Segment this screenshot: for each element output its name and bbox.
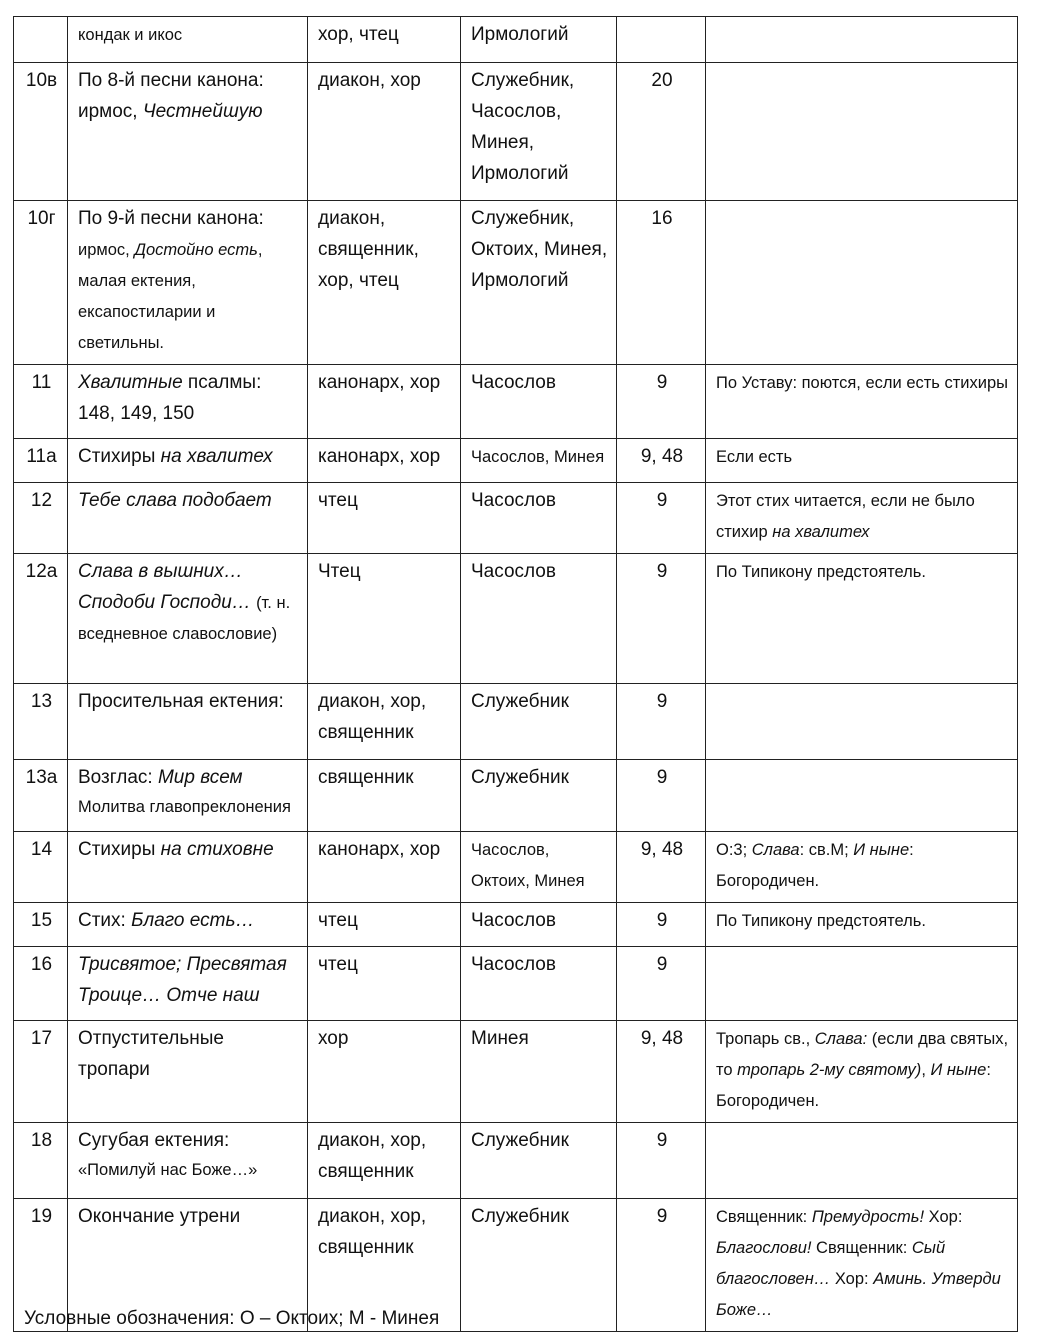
table-row bbox=[14, 17, 1018, 63]
note-cell bbox=[706, 684, 1018, 760]
row-number-cell: 13а bbox=[14, 760, 68, 832]
performers-cell: чтец bbox=[308, 483, 461, 554]
note-cell bbox=[706, 760, 1018, 832]
note-cell: Тропарь св., Слава: (если два святых, то тропарь 2-му святому), И ныне: Богородичен. bbox=[706, 1021, 1018, 1123]
performers-cell: диакон, хор, священник bbox=[308, 1123, 461, 1199]
service-part-cell: Хвалитные псалмы: 148, 149, 150 bbox=[68, 365, 308, 439]
page-ref-cell: 9 bbox=[617, 760, 706, 832]
book-cell: Минея bbox=[461, 1021, 617, 1123]
legend: Условные обозначения: О – Октоих; М - Минея bbox=[24, 1308, 440, 1329]
note-cell bbox=[706, 1123, 1018, 1199]
row-number-cell: 16 bbox=[14, 947, 68, 1021]
service-part-cell: Слава в вышних… Сподоби Господи… (т. н. вседневное славословие) bbox=[68, 554, 308, 684]
service-part-cell: По 8-й песни канона: ирмос, Честнейшую bbox=[68, 63, 308, 201]
note-cell bbox=[706, 17, 1018, 63]
row-number-cell: 15 bbox=[14, 903, 68, 947]
row-number-cell: 17 bbox=[14, 1021, 68, 1123]
service-part-cell: Возглас: Мир всем Молитва главопреклонения bbox=[68, 760, 308, 832]
book-cell: Служебник, Октоих, Минея, Ирмологий bbox=[461, 201, 617, 365]
page-ref-cell bbox=[617, 17, 706, 63]
row-number-cell: 13 bbox=[14, 684, 68, 760]
book-cell: Служебник bbox=[461, 1123, 617, 1199]
performers-cell: Чтец bbox=[308, 554, 461, 684]
book-cell: Часослов bbox=[461, 365, 617, 439]
performers-cell: чтец bbox=[308, 947, 461, 1021]
page-ref-cell: 20 bbox=[617, 63, 706, 201]
note-cell: По Типикону предстоятель. bbox=[706, 554, 1018, 684]
note-cell: О:3; Слава: св.М; И ныне: Богородичен. bbox=[706, 832, 1018, 903]
row-number-cell: 18 bbox=[14, 1123, 68, 1199]
page-ref-cell: 9 bbox=[617, 903, 706, 947]
table-row bbox=[14, 439, 1018, 483]
row-number-cell: 11 bbox=[14, 365, 68, 439]
service-part-cell: Стих: Благо есть… bbox=[68, 903, 308, 947]
service-part-cell: Окончание утрени bbox=[68, 1199, 308, 1332]
performers-cell: диакон, хор bbox=[308, 63, 461, 201]
table-row bbox=[14, 201, 1018, 365]
note-cell: Этот стих читается, если не было стихир на хвалитех bbox=[706, 483, 1018, 554]
note-cell: Священник: Премудрость! Хор: Благослови! Священник: Сый благословен… Хор: Аминь. Утверди Боже… bbox=[706, 1199, 1018, 1332]
book-cell: Часослов bbox=[461, 554, 617, 684]
performers-cell: канонарх, хор bbox=[308, 439, 461, 483]
performers-cell: канонарх, хор bbox=[308, 365, 461, 439]
row-number-cell bbox=[14, 17, 68, 63]
book-cell: Часослов bbox=[461, 483, 617, 554]
book-cell: Служебник bbox=[461, 1199, 617, 1332]
page-ref-cell: 9 bbox=[617, 947, 706, 1021]
performers-cell: канонарх, хор bbox=[308, 832, 461, 903]
table-row bbox=[14, 483, 1018, 554]
row-number-cell: 12 bbox=[14, 483, 68, 554]
note-cell: По Уставу: поются, если есть стихиры bbox=[706, 365, 1018, 439]
service-part-cell: Просительная ектения: bbox=[68, 684, 308, 760]
note-cell bbox=[706, 201, 1018, 365]
book-cell: Часослов, Октоих, Минея bbox=[461, 832, 617, 903]
table-row bbox=[14, 1021, 1018, 1123]
page-ref-cell: 9, 48 bbox=[617, 1021, 706, 1123]
performers-cell: священник bbox=[308, 760, 461, 832]
book-cell: Часослов, Минея bbox=[461, 439, 617, 483]
table-row bbox=[14, 684, 1018, 760]
table-row bbox=[14, 947, 1018, 1021]
book-cell: Ирмологий bbox=[461, 17, 617, 63]
row-number-cell: 10г bbox=[14, 201, 68, 365]
page-ref-cell: 9, 48 bbox=[617, 439, 706, 483]
book-cell: Служебник bbox=[461, 760, 617, 832]
book-cell: Часослов bbox=[461, 903, 617, 947]
service-part-cell: Стихиры на стиховне bbox=[68, 832, 308, 903]
performers-cell: хор bbox=[308, 1021, 461, 1123]
book-cell: Служебник, Часослов, Минея, Ирмологий bbox=[461, 63, 617, 201]
note-cell bbox=[706, 947, 1018, 1021]
page-ref-cell: 9 bbox=[617, 1123, 706, 1199]
performers-cell: диакон, хор, священник bbox=[308, 1199, 461, 1332]
note-cell: По Типикону предстоятель. bbox=[706, 903, 1018, 947]
page-ref-cell: 9, 48 bbox=[617, 832, 706, 903]
book-cell: Служебник bbox=[461, 684, 617, 760]
service-part-cell: Сугубая ектения: «Помилуй нас Боже…» bbox=[68, 1123, 308, 1199]
row-number-cell: 12а bbox=[14, 554, 68, 684]
table-row bbox=[14, 1123, 1018, 1199]
page-ref-cell: 9 bbox=[617, 483, 706, 554]
page-ref-cell: 9 bbox=[617, 684, 706, 760]
service-table bbox=[13, 16, 1018, 1332]
table-row bbox=[14, 903, 1018, 947]
service-part-cell: Тебе слава подобает bbox=[68, 483, 308, 554]
page-ref-cell: 9 bbox=[617, 365, 706, 439]
row-number-cell: 19 bbox=[14, 1199, 68, 1332]
service-part-cell: кондак и икос bbox=[68, 17, 308, 63]
note-cell bbox=[706, 63, 1018, 201]
performers-cell: хор, чтец bbox=[308, 17, 461, 63]
page-ref-cell: 16 bbox=[617, 201, 706, 365]
row-number-cell: 14 bbox=[14, 832, 68, 903]
performers-cell: диакон, священник, хор, чтец bbox=[308, 201, 461, 365]
performers-cell: диакон, хор, священник bbox=[308, 684, 461, 760]
table-row bbox=[14, 63, 1018, 201]
book-cell: Часослов bbox=[461, 947, 617, 1021]
service-table-body bbox=[14, 17, 1018, 1332]
performers-cell: чтец bbox=[308, 903, 461, 947]
table-row bbox=[14, 760, 1018, 832]
service-part-cell: Стихиры на хвалитех bbox=[68, 439, 308, 483]
service-part-cell: Трисвятое; Пресвятая Троице… Отче наш bbox=[68, 947, 308, 1021]
table-row bbox=[14, 832, 1018, 903]
row-number-cell: 10в bbox=[14, 63, 68, 201]
service-part-cell: По 9-й песни канона: ирмос, Достойно есть, малая ектения, ексапостиларии и светильны. bbox=[68, 201, 308, 365]
table-row bbox=[14, 365, 1018, 439]
note-cell: Если есть bbox=[706, 439, 1018, 483]
page-ref-cell: 9 bbox=[617, 554, 706, 684]
page-ref-cell: 9 bbox=[617, 1199, 706, 1332]
row-number-cell: 11а bbox=[14, 439, 68, 483]
table-row bbox=[14, 554, 1018, 684]
service-part-cell: Отпустительные тропари bbox=[68, 1021, 308, 1123]
